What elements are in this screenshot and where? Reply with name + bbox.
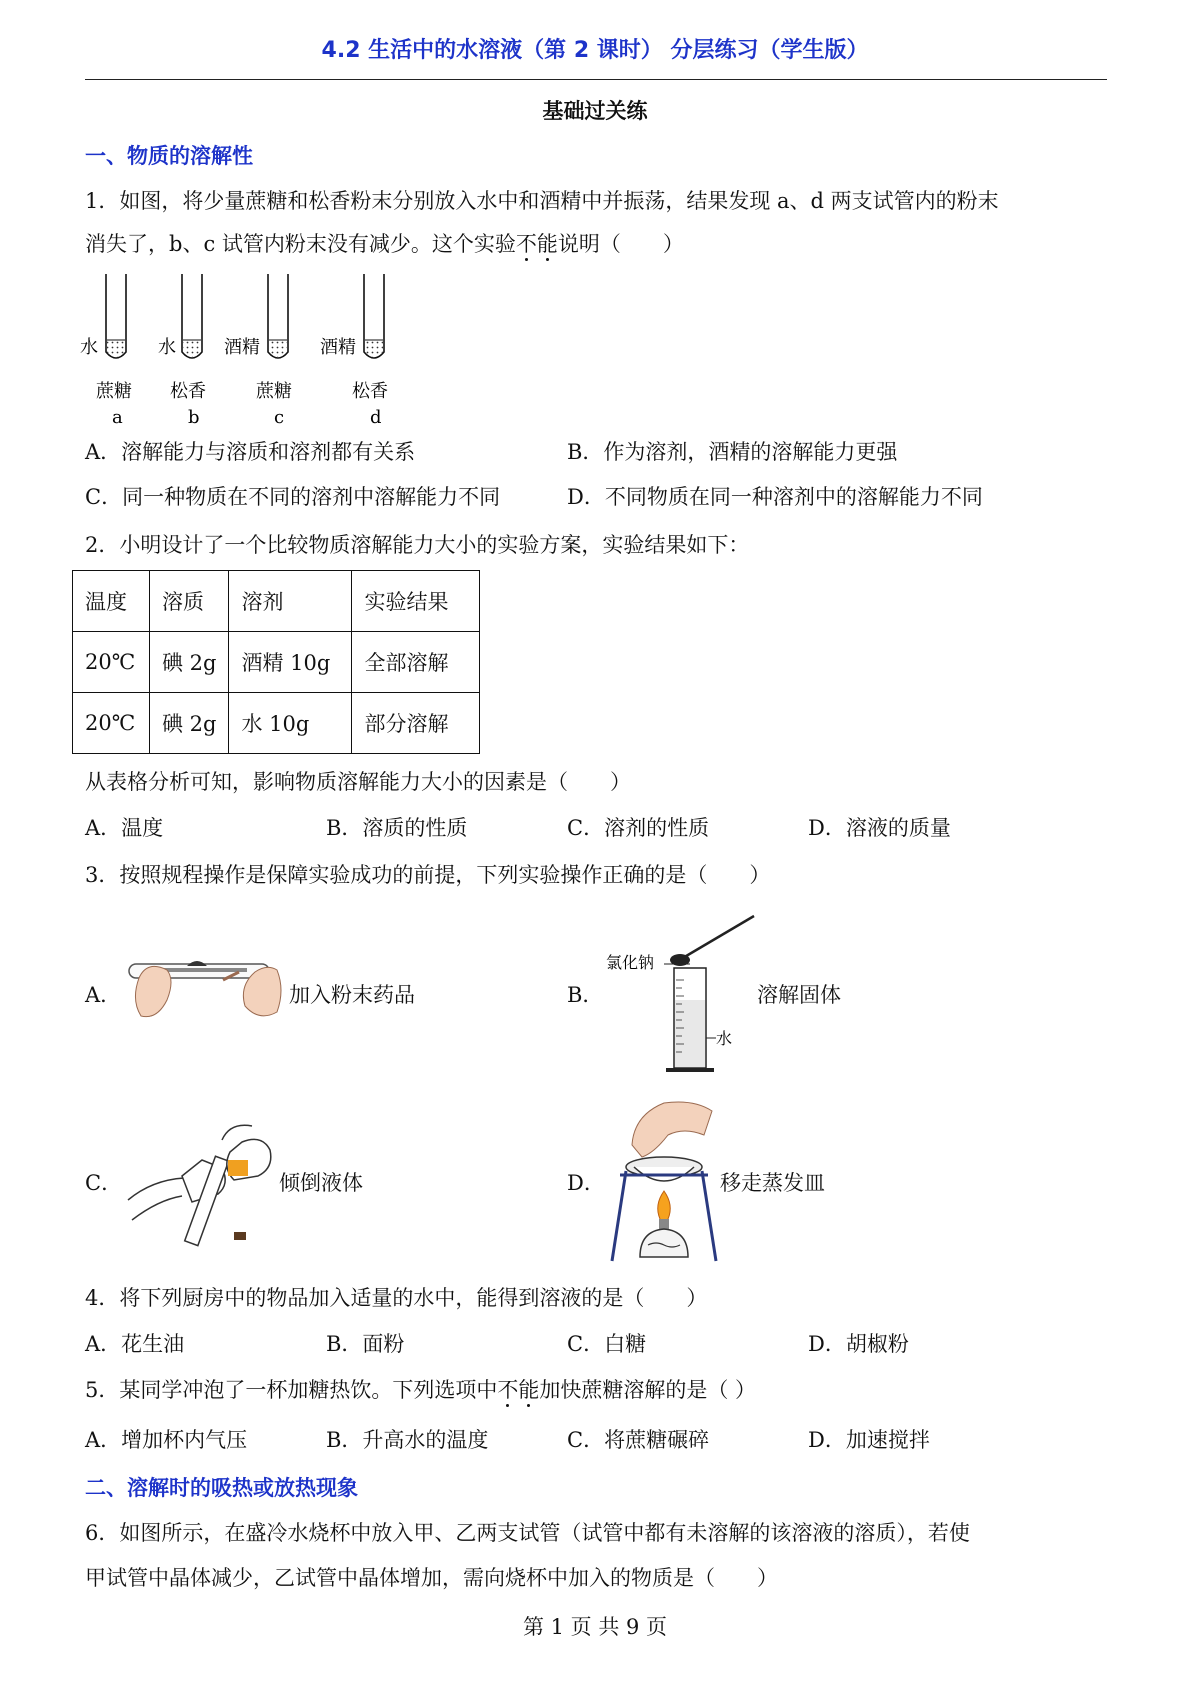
page-title: 4.2 生活中的水溶液（第 2 课时） 分层练习（学生版） bbox=[321, 38, 869, 63]
tube-solute-label: 蔗糖 bbox=[96, 381, 132, 402]
q1-option-b[interactable]: B．作为溶剂，酒精的溶解能力更强 bbox=[567, 440, 898, 464]
dissolve-solid-figure bbox=[606, 910, 766, 1076]
q1-stem-line1: 1．如图，将少量蔗糖和松香粉末分别放入水中和酒精中并振荡，结果发现 a、d 两支试管内的粉末 bbox=[85, 189, 999, 213]
q2-question: 从表格分析可知，影响物质溶解能力大小的因素是（ ） bbox=[85, 770, 631, 794]
q5-stem: 5．某同学冲泡了一杯加糖热饮。下列选项中不能加快蔗糖溶解的是（ ） bbox=[85, 1378, 757, 1402]
table-header-cell: 温度 bbox=[73, 571, 150, 632]
q3-option-c-text[interactable]: 倾倒液体 bbox=[279, 1171, 363, 1195]
q4-option-b[interactable]: B．面粉 bbox=[326, 1332, 405, 1356]
page-number: 第 1 页 共 9 页 bbox=[522, 1615, 668, 1639]
test-tube-d bbox=[364, 274, 384, 358]
q3-stem: 3．按照规程操作是保障实验成功的前提，下列实验操作正确的是（ ） bbox=[85, 863, 771, 887]
emphasis-dot: 能 bbox=[536, 232, 558, 256]
section-heading-2: 二、溶解时的吸热或放热现象 bbox=[85, 1476, 358, 1500]
q4-option-d[interactable]: D．胡椒粉 bbox=[808, 1332, 909, 1356]
tube-letter-label: c bbox=[274, 407, 285, 428]
emphasis-dot: 能 bbox=[518, 1378, 540, 1402]
test-tube-c bbox=[268, 274, 288, 358]
table-row bbox=[73, 693, 480, 754]
test-tube-b bbox=[182, 274, 202, 358]
add-powder-figure bbox=[127, 950, 287, 1030]
q3-option-b-letter[interactable]: B． bbox=[567, 983, 604, 1007]
water-label: 水 bbox=[716, 1029, 733, 1048]
q1-option-d[interactable]: D．不同物质在同一种溶剂中的溶解能力不同 bbox=[567, 485, 983, 509]
q4-option-c[interactable]: C．白糖 bbox=[567, 1332, 647, 1356]
q3-option-a-text[interactable]: 加入粉末药品 bbox=[289, 983, 415, 1007]
salt-label: 氯化钠 bbox=[606, 953, 655, 972]
section-heading-1: 一、物质的溶解性 bbox=[85, 144, 253, 168]
q3-option-b-text[interactable]: 溶解固体 bbox=[757, 983, 841, 1007]
tube-solute-label: 松香 bbox=[170, 381, 206, 402]
tube-letter-label: b bbox=[188, 407, 200, 428]
table-cell: 酒精 10g bbox=[229, 632, 352, 693]
q2-option-a[interactable]: A．温度 bbox=[85, 816, 164, 840]
emphasis-dot: 不 bbox=[515, 232, 537, 256]
table-cell: 碘 2g bbox=[150, 693, 229, 754]
table-cell: 碘 2g bbox=[150, 632, 229, 693]
table-cell: 20℃ bbox=[73, 632, 150, 693]
results-table bbox=[72, 570, 480, 754]
header-divider bbox=[85, 79, 1107, 80]
q3-option-a-letter[interactable]: A． bbox=[85, 983, 122, 1007]
q6-stem-line2: 甲试管中晶体减少，乙试管中晶体增加，需向烧杯中加入的物质是（ ） bbox=[85, 1566, 778, 1590]
table-header-row bbox=[73, 571, 480, 632]
table-cell: 全部溶解 bbox=[352, 632, 480, 693]
q5-option-c[interactable]: C．将蔗糖碾碎 bbox=[567, 1428, 710, 1452]
tube-solute-label: 松香 bbox=[352, 381, 388, 402]
q1-stem-line2: 消失了，b、c 试管内粉末没有减少。这个实验不能说明（ ） bbox=[85, 232, 684, 256]
test-tubes-figure bbox=[80, 270, 410, 432]
tube-letter-label: d bbox=[370, 407, 382, 428]
q4-option-a[interactable]: A．花生油 bbox=[85, 1332, 185, 1356]
tube-solvent-label: 水 bbox=[158, 337, 176, 358]
q5-option-d[interactable]: D．加速搅拌 bbox=[808, 1428, 930, 1452]
emphasis-dot: 不 bbox=[497, 1378, 519, 1402]
q5-option-a[interactable]: A．增加杯内气压 bbox=[85, 1428, 248, 1452]
table-header-cell: 实验结果 bbox=[352, 571, 480, 632]
remove-dish-figure bbox=[604, 1095, 724, 1265]
tube-letter-label: a bbox=[112, 407, 123, 428]
q3-option-c-letter[interactable]: C． bbox=[85, 1171, 123, 1195]
table-cell: 20℃ bbox=[73, 693, 150, 754]
table-row bbox=[73, 632, 480, 693]
tube-solvent-label: 酒精 bbox=[224, 337, 260, 358]
q6-stem-line1: 6．如图所示，在盛冷水烧杯中放入甲、乙两支试管（试管中都有未溶解的该溶液的溶质），若使 bbox=[85, 1521, 970, 1545]
table-cell: 部分溶解 bbox=[352, 693, 480, 754]
q2-option-c[interactable]: C．溶剂的性质 bbox=[567, 816, 710, 840]
q4-stem: 4．将下列厨房中的物品加入适量的水中，能得到溶液的是（ ） bbox=[85, 1286, 708, 1310]
page-subtitle: 基础过关练 bbox=[542, 99, 648, 123]
table-header-cell: 溶剂 bbox=[229, 571, 352, 632]
tube-solvent-label: 水 bbox=[80, 337, 98, 358]
q2-stem: 2．小明设计了一个比较物质溶解能力大小的实验方案，实验结果如下： bbox=[85, 533, 750, 557]
tube-solvent-label: 酒精 bbox=[320, 337, 356, 358]
q2-option-d[interactable]: D．溶液的质量 bbox=[808, 816, 951, 840]
tube-solute-label: 蔗糖 bbox=[256, 381, 292, 402]
test-tube-a bbox=[106, 274, 126, 358]
q3-option-d-text[interactable]: 移走蒸发皿 bbox=[720, 1171, 825, 1195]
pour-liquid-figure bbox=[122, 1120, 282, 1250]
table-cell: 水 10g bbox=[229, 693, 352, 754]
q2-option-b[interactable]: B．溶质的性质 bbox=[326, 816, 468, 840]
q1-option-c[interactable]: C．同一种物质在不同的溶剂中溶解能力不同 bbox=[85, 485, 501, 509]
q3-option-d-letter[interactable]: D． bbox=[567, 1171, 605, 1195]
q5-option-b[interactable]: B．升高水的温度 bbox=[326, 1428, 489, 1452]
table-header-cell: 溶质 bbox=[150, 571, 229, 632]
q1-option-a[interactable]: A．溶解能力与溶质和溶剂都有关系 bbox=[85, 440, 416, 464]
